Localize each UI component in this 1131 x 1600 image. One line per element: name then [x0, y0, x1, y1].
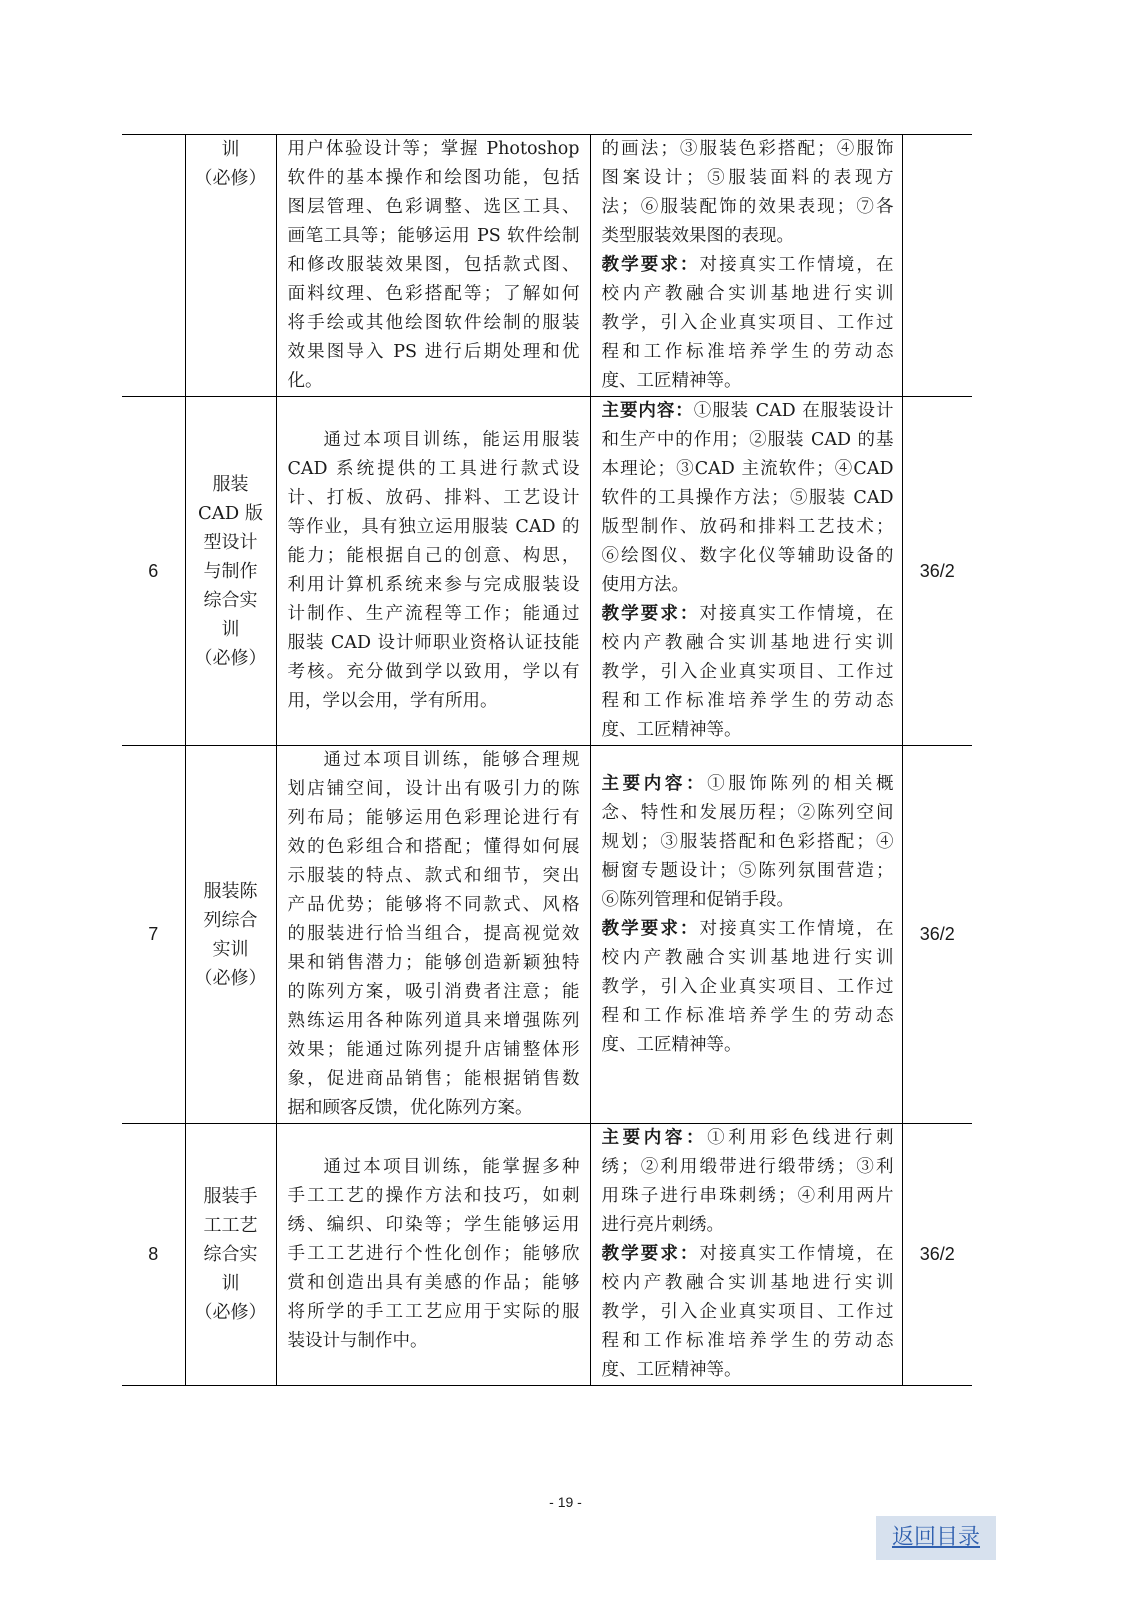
goal-line: 赏和创造出具有美感的作品；能够: [287, 1273, 580, 1293]
content-line: 进行亮片刺绣。: [601, 1215, 724, 1235]
table-row: [122, 1124, 972, 1386]
requirement-line: 程和工作标准培养学生的劳动态: [601, 1005, 894, 1026]
requirement-line: 校内产教融合实训基地进行实训: [601, 1273, 894, 1293]
table-row: [122, 397, 972, 746]
goal-line: 效果图导入 PS 进行后期处理和优: [287, 342, 580, 362]
course-content: [590, 1124, 902, 1386]
goal-line: 的服装进行恰当组合，提高视觉效: [287, 924, 580, 944]
requirement-text: 对接真实工作情境，在: [699, 918, 894, 939]
course-goal: [276, 135, 590, 397]
goal-line: 据和顾客反馈，优化陈列方案。: [287, 1098, 533, 1118]
content-line: ⑥陈列管理和促销手段。: [601, 889, 794, 910]
back-to-toc-link[interactable]: 返回目录: [876, 1516, 996, 1560]
goal-line: 效果；能通过陈列提升店铺整体形: [287, 1040, 580, 1060]
course-name-line: CAD 版: [198, 502, 263, 524]
course-name-line: （必修）: [194, 647, 267, 669]
goal-line: 考核。充分做到学以致用，学以有: [287, 662, 580, 682]
course-name-line: 型设计: [203, 531, 258, 553]
course-name-line: （必修）: [194, 168, 267, 189]
course-content: [590, 397, 902, 746]
content-line: 规划；③服装搭配和色彩搭配；④: [601, 831, 894, 852]
goal-line: 图层管理、色彩调整、选区工具、: [287, 197, 580, 217]
goal-line: 列布局；能够运用色彩理论进行有: [287, 808, 580, 828]
goal-line: 通过本项目训练，能够合理规: [323, 750, 580, 770]
table-row: [122, 746, 972, 1124]
requirement-line: 度、工匠精神等。: [601, 720, 742, 740]
content-line: 和生产中的作用；②服装 CAD 的基: [601, 430, 894, 450]
requirement-label: 教学要求：: [601, 604, 700, 624]
requirement-line: 教学，引入企业真实项目、工作过: [601, 313, 894, 333]
content-line: ⑥绘图仪、数字化仪等辅助设备的: [601, 546, 894, 566]
goal-line: 用户体验设计等；掌握 Photoshop: [287, 139, 580, 159]
course-name-line: 服装: [212, 473, 249, 495]
goal-line: 手工工艺进行个性化创作；能够欣: [287, 1244, 580, 1264]
course-name-line: 训: [221, 1273, 240, 1294]
goal-line: 的陈列方案，吸引消费者注意；能: [287, 982, 580, 1002]
hours: 36/2: [902, 1124, 972, 1386]
goal-line: 面料纹理、色彩搭配等；了解如何: [287, 284, 580, 304]
content-label: 主要内容：: [601, 1128, 708, 1148]
goal-line: 画笔工具等；能够运用 PS 软件绘制: [287, 226, 580, 246]
requirement-label: 教学要求：: [601, 1244, 700, 1264]
course-name-line: 综合实: [203, 589, 258, 611]
course-name-line: 与制作: [203, 560, 258, 582]
content-line: 念、特性和发展历程；②陈列空间: [601, 802, 894, 823]
hours: 36/2: [902, 746, 972, 1124]
goal-line: 和修改服装效果图，包括款式图、: [287, 255, 580, 275]
course-name: [185, 135, 276, 397]
requirement-line: 程和工作标准培养学生的劳动态: [601, 342, 894, 362]
content-label: 主要内容：: [601, 773, 708, 794]
requirement-line: 校内产教融合实训基地进行实训: [601, 633, 894, 653]
requirement-text: 对接真实工作情境，在: [699, 604, 894, 624]
content-line: 用珠子进行串珠刺绣；④利用两片: [601, 1186, 894, 1206]
goal-line: 将手绘或其他绘图软件绘制的服装: [287, 313, 580, 333]
goal-line: 象，促进商品销售；能根据销售数: [287, 1069, 580, 1089]
course-name-line: 工工艺: [203, 1215, 258, 1236]
content-line: 的画法；③服装色彩搭配；④服饰: [601, 139, 894, 159]
requirement-line: 校内产教融合实训基地进行实训: [601, 947, 894, 968]
requirement-line: 度、工匠精神等。: [601, 1034, 742, 1055]
course-table: [122, 134, 972, 1386]
course-name-line: 综合实: [203, 1244, 258, 1265]
goal-line: 能力；能根据自己的创意、构思，: [287, 546, 580, 566]
content-line: 法；⑥服装配饰的效果表现；⑦各: [601, 197, 894, 217]
goal-line: 绣、编织、印染等；学生能够运用: [287, 1215, 580, 1235]
goal-line: 服装 CAD 设计师职业资格认证技能: [287, 633, 580, 653]
requirement-label: 教学要求：: [601, 255, 700, 275]
content-line: 软件的工具操作方法；⑤服装 CAD: [601, 488, 894, 508]
goal-line: 计、打板、放码、排料、工艺设计: [287, 488, 580, 508]
content-line: 图案设计；⑤服装面料的表现方: [601, 168, 894, 188]
content-line: 类型服装效果图的表现。: [601, 226, 794, 246]
course-name: [185, 746, 276, 1124]
row-number: 6: [122, 397, 185, 746]
course-name-line: 训: [221, 139, 240, 160]
goal-line: 装设计与制作中。: [287, 1331, 428, 1351]
content-line: 绣；②利用缎带进行缎带绣；③利: [601, 1157, 894, 1177]
course-name-line: （必修）: [194, 1302, 267, 1323]
content-text: ①利用彩色线进行刺: [707, 1128, 894, 1148]
goal-line: 效的色彩组合和搭配；懂得如何展: [287, 837, 580, 857]
course-name-line: 列综合: [203, 909, 258, 931]
table-row: [122, 135, 972, 397]
content-line: 使用方法。: [601, 575, 689, 595]
course-name-line: 服装手: [203, 1186, 258, 1207]
requirement-text: 对接真实工作情境，在: [699, 255, 894, 275]
requirement-label: 教学要求：: [601, 918, 700, 939]
goal-line: CAD 系统提供的工具进行款式设: [287, 459, 580, 479]
content-text: ①服装 CAD 在服装设计: [693, 401, 894, 421]
goal-line: 利用计算机系统来参与完成服装设: [287, 575, 580, 595]
requirement-line: 教学，引入企业真实项目、工作过: [601, 1302, 894, 1322]
requirement-text: 对接真实工作情境，在: [699, 1244, 894, 1264]
goal-line: 产品优势；能够将不同款式、风格: [287, 895, 580, 915]
goal-line: 手工工艺的操作方法和技巧，如刺: [287, 1186, 580, 1206]
row-number: [122, 135, 185, 397]
content-text: ①服饰陈列的相关概: [707, 773, 894, 794]
requirement-line: 教学，引入企业真实项目、工作过: [601, 662, 894, 682]
requirement-line: 度、工匠精神等。: [601, 1360, 742, 1380]
course-name-line: 服装陈: [203, 880, 258, 902]
course-name: [185, 397, 276, 746]
goal-line: 用，学以会用，学有所用。: [287, 691, 498, 711]
requirement-line: 程和工作标准培养学生的劳动态: [601, 691, 894, 711]
course-content: [590, 746, 902, 1124]
content-line: 版型制作、放码和排料工艺技术；: [601, 517, 894, 537]
hours: 36/2: [902, 397, 972, 746]
requirement-line: 程和工作标准培养学生的劳动态: [601, 1331, 894, 1351]
course-name-line: 训: [221, 618, 240, 640]
goal-line: 将所学的手工工艺应用于实际的服: [287, 1302, 580, 1322]
requirement-line: 校内产教融合实训基地进行实训: [601, 284, 894, 304]
course-goal: [276, 746, 590, 1124]
goal-line: 熟练运用各种陈列道具来增强陈列: [287, 1011, 580, 1031]
course-goal: [276, 1124, 590, 1386]
goal-line: 化。: [287, 371, 323, 391]
course-name-line: 实训: [212, 938, 249, 960]
row-number: 8: [122, 1124, 185, 1386]
goal-line: 计制作、生产流程等工作；能通过: [287, 604, 580, 624]
course-goal: [276, 397, 590, 746]
course-content: [590, 135, 902, 397]
goal-line: 通过本项目训练，能运用服装: [323, 430, 580, 450]
content-line: 本理论；③CAD 主流软件；④CAD: [601, 459, 894, 479]
course-name-line: （必修）: [194, 967, 267, 989]
course-name: [185, 1124, 276, 1386]
content-line: 橱窗专题设计；⑤陈列氛围营造；: [601, 860, 894, 881]
goal-line: 示服装的特点、款式和细节，突出: [287, 866, 580, 886]
requirement-line: 教学，引入企业真实项目、工作过: [601, 976, 894, 997]
content-label: 主要内容：: [601, 401, 694, 421]
hours: [902, 135, 972, 397]
goal-line: 通过本项目训练，能掌握多种: [323, 1157, 580, 1177]
goal-line: 划店铺空间，设计出有吸引力的陈: [287, 779, 580, 799]
goal-line: 果和销售潜力；能够创造新颖独特: [287, 953, 580, 973]
row-number: 7: [122, 746, 185, 1124]
requirement-line: 度、工匠精神等。: [601, 371, 742, 391]
page-number: - 19 -: [549, 1494, 582, 1510]
goal-line: 软件的基本操作和绘图功能，包括: [287, 168, 580, 188]
goal-line: 等作业，具有独立运用服装 CAD 的: [287, 517, 580, 537]
